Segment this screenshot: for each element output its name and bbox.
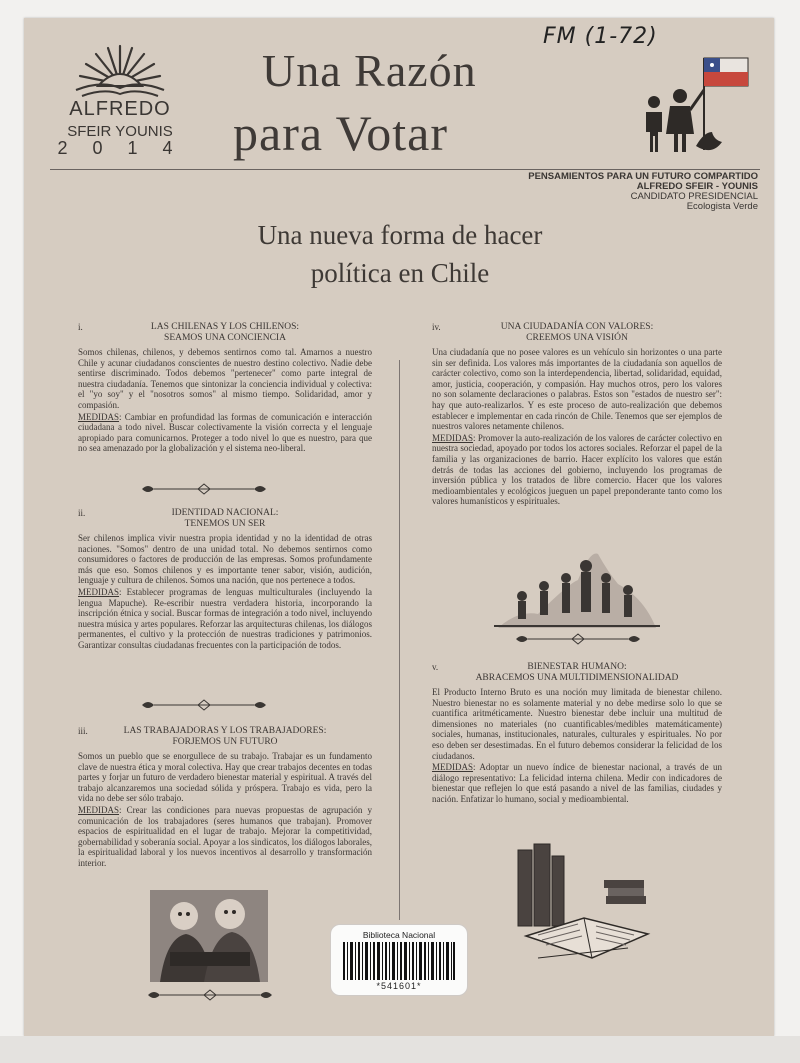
section-subheading: ABRACEMOS UNA MULTIDIMENSIONALIDAD (475, 673, 679, 683)
title-line-1: Una Razón (262, 45, 477, 96)
tagline-line-1: PENSAMIENTOS PARA UN FUTURO COMPARTIDO (528, 171, 758, 182)
section-number: iv. (432, 322, 441, 332)
section-heading: LAS CHILENAS Y LOS CHILENOS: (150, 322, 300, 332)
ornament-divider-icon (140, 482, 268, 496)
library-name: Biblioteca Nacional (362, 930, 436, 940)
measures-text: : Cambiar en profundidad las formas de comunicación e interacción ciudadana a todo nivel. Buscar colectivamente la visión correcta y el lenguaje apropiado para comunicarnos. Proteger a todo nivel lo que es nuestro, para que no sea amenazado por la globalización y el sistema neo-liberal. (78, 411, 372, 454)
scan-bottom-edge (0, 1036, 800, 1063)
library-barcode-label (330, 924, 468, 996)
barcode-number: *541601* (376, 981, 422, 991)
section-number: v. (432, 662, 439, 672)
measures-label: MEDIDAS (78, 586, 120, 597)
logo-text (50, 98, 190, 159)
section-number: i. (78, 322, 83, 332)
section-subheading: SEAMOS UNA CONCIENCIA (164, 333, 286, 343)
section-3 (78, 726, 372, 869)
measures-text: : Establecer programas de lenguas multiculturales (incluyendo la lengua Mapuche). Re-escribir nuestra verdadera historia, incorporando la inscripción étnica y social. Buscar formas de integración a todo nivel, incluyendo nuestra música y artes populares. Reforzar las arquitecturas chilenas, los diálogos permanentes, el cultivo y la protección de nuestras tradiciones y patrimonios. Garantizar consultas ciudadanas frecuentes con la participación de todos. (78, 586, 372, 650)
headline-line-1: Una nueva forma de hacer (257, 220, 543, 250)
measures-label: MEDIDAS (432, 762, 474, 773)
measures-text: : Promover la auto-realización de los valores de carácter colectivo en nuestra sociedad, apoyado por todos los actores sociales. Reforzar el papel de la familia y las organizaciones de barrio. Hacer explícito los valores que están detrás de todas las acciones del gobierno, incluyendo los programas de inversión pública y los tratados de libre comercio. Hacer que los valores medioambientales y ecológicos jueguen un papel preponderante tanto como los valores humanísticos y espirituales. (432, 432, 722, 507)
logo-surname: SFEIR YOUNIS (67, 123, 173, 140)
measures-label: MEDIDAS (432, 432, 474, 443)
ornament-divider-icon (514, 632, 642, 646)
section-2 (78, 508, 372, 651)
logo-name: ALFREDO (69, 98, 171, 120)
section-heading: UNA CIUDADANÍA CON VALORES: (500, 322, 654, 332)
logo-year: 2 0 1 4 (57, 138, 183, 158)
tagline-line-4: Ecologista Verde (686, 201, 758, 212)
ornament-divider-icon (140, 698, 268, 712)
handwritten-note: FM (1-72) (543, 24, 658, 49)
section-body: Una ciudadanía que no posee valores es un vehículo sin horizontes o una parte sin ser definida. Los valores más importantes de la ciudadanía son aquellos de carácter colectivo, como son la interdependencia, libertad, solidaridad, equidad, amor, justicia, cooperación, y compasión. Hay muchos otros, pero los valores no son solamente declaraciones o palabras. Estos son "estados de nuestro ser": hay que auto-realizarlos. Y es este proceso de auto-realización que debemos establecer e implementar en cada rincón de Chile. Tenemos que ser ejemplos de nuestros valores netamente chilenos. (432, 347, 722, 432)
measures-text: : Adoptar un nuevo índice de bienestar nacional, a través de un diálogo representativo: La felicidad interna chilena. Medir con indicadores de bienestar que reflejen lo que está pasando a nivel de las familias, ciudades y nación. Enfatizar lo humano, social y medioambiental. (432, 762, 722, 804)
section-4 (432, 322, 722, 507)
tagline-line-2: ALFREDO SFEIR - YOUNIS (636, 181, 758, 192)
tagline (528, 172, 758, 212)
section-number: ii. (78, 508, 86, 518)
section-subheading: CREEMOS UNA VISIÓN (526, 333, 628, 343)
books-illustration (508, 840, 660, 966)
crowd-illustration (494, 552, 660, 628)
section-heading: LAS TRABAJADORAS Y LOS TRABAJADORES: (123, 726, 327, 736)
workers-illustration (150, 890, 268, 982)
tagline-line-3: CANDIDATO PRESIDENCIAL (630, 191, 758, 202)
section-measures (432, 762, 722, 804)
sun-logo-icon (72, 40, 168, 100)
section-measures (78, 805, 372, 869)
ornament-divider-icon (146, 988, 274, 1002)
measures-label: MEDIDAS (78, 411, 120, 422)
section-measures (78, 412, 372, 454)
section-number: iii. (78, 726, 88, 736)
section-body: Somos un pueblo que se enorgullece de su trabajo. Trabajar es un fundamento clave de nuestra ética y moral colectiva. Hay que crear trabajos decentes en todas partes y forjar un futuro de verdadero bienestar material y espiritual. A través del trabajo alcanzaremos una sociedad sólida y próspera. Trabajo es vida, pero la vida no debe ser sólo trabajo. (78, 751, 372, 804)
section-heading: IDENTIDAD NACIONAL: (171, 508, 279, 518)
measures-text: : Crear las condiciones para nuevas propuestas de agrupación y comunicación de los trabajadores (seres humanos que trabajan). Promover espacios de espiritualidad en el lugar de trabajo. Mejorar la competitividad, gobernabilidad y soberanía social. Apoyar a los sindicatos, los diálogos laborales, la espiritualidad laboral y los nuevos incentivos al desarrollo y transformación interior. (78, 804, 372, 868)
family-flag-icon (640, 50, 760, 160)
section-body: Somos chilenas, chilenos, y debemos sentirnos como tal. Amarnos a nuestro Chile y acunar ciudadanos conscientes de nuestro destino colectivo. Nadie debe sentirse discriminado. Todos debemos "pertenecer" como parte integral de nuestra ciudadanía. Tenemos que sintonizar la conciencia individual y colectiva: el "yo soy" y el "nosotros somos" al mismo tiempo. Solidaridad, amor y compasión. (78, 347, 372, 410)
measures-label: MEDIDAS (78, 804, 120, 815)
section-measures (432, 433, 722, 507)
section-heading: BIENESTAR HUMANO: (527, 662, 627, 672)
section-1 (78, 322, 372, 454)
barcode-icon (343, 942, 455, 980)
section-subheading: FORJEMOS UN FUTURO (172, 737, 278, 747)
section-subheading: TENEMOS UN SER (184, 519, 266, 529)
section-body: El Producto Interno Bruto es una noción muy limitada de bienestar chileno. Nuestro bienestar no es solamente material y no debe medirse solo lo que se cuantifica aritméticamente. Nuestro bienestar debe incluir una multitud de dimensiones no materiales (no cuantificables/medibles matemáticamente) sociales, humanas, institucionales, naturales, culturales y espirituales. No por eso deben ser desestimadas. En el futuro debemos considerar la felicidad de los ciudadanos. (432, 687, 722, 761)
headline (0, 216, 800, 292)
section-body: Ser chilenos implica vivir nuestra propia identidad y no la identidad de otras naciones. "Somos" dentro de una unidad total. No debemos sentirnos como consumidores o factores de producción de las empresas. Somos profundamente más que eso. Somos chilenos y es importante tener sabor, visión, audición, lenguaje y cultura de chilenos. Somos una nación, que nos pertenece a todos. (78, 533, 372, 586)
header-divider (50, 169, 760, 170)
title-line-2: para Votar (233, 105, 449, 161)
section-measures (78, 587, 372, 651)
column-divider (399, 360, 400, 920)
headline-line-2: política en Chile (310, 258, 490, 288)
section-5 (432, 662, 722, 805)
